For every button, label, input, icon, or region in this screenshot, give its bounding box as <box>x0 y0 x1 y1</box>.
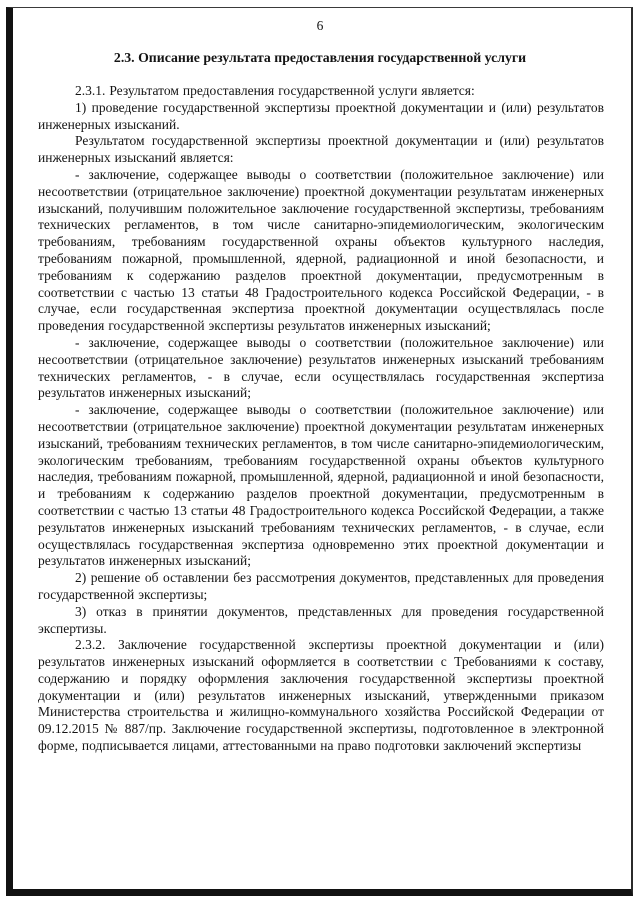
page-number: 6 <box>316 18 324 33</box>
paragraph-item-2: 2) решение об оставлении без рассмотрения документов, представленных для проведения государственной экспертизы; <box>38 570 604 602</box>
paragraph-expertise-result-intro: Результатом государственной экспертизы проектной документации и (или) результатов инженерных изысканий является: <box>38 133 604 166</box>
paragraph-item-1: 1) проведение государственной экспертизы проектной документации и (или) результатов инженерных изысканий. <box>38 99 604 132</box>
paragraph-conclusion-combined: - заключение, содержащее выводы о соответствии (положительное заключение) или несоответствии (отрицательное заключение) проектной документации результатам инженерных изысканий, требованиям технических регламентов, в том числе санитарно-эпидемиологическим, экологическим требованиям, требованиям государственной охраны объектов культурного наследия, требованиям пожарной, промышленной, ядерной, радиационной и иной безопасности, и требованиям к содержанию разделов проектной документации, предусмотренным в соответствии с частью 13 статьи 48 Градостроительного кодекса Российской Федерации, а также результатов инженерных изысканий требованиям технических регламентов, - в случае, если осуществлялась государственная экспертиза одновременно этих проектной документации и результатов инженерных изысканий; <box>38 402 604 569</box>
paragraph-conclusion-docs: - заключение, содержащее выводы о соответствии (положительное заключение) или несоответствии (отрицательное заключение) проектной документации результатам инженерных изысканий, получившим положительное заключение государственной экспертизы, требованиям технических регламентов, в том числе санитарно-эпидемиологическим, экологическим требованиям, требованиям государственной охраны объектов культурного наследия, требованиям пожарной, промышленной, ядерной, радиационной и иной безопасности, и требованиям к содержанию разделов проектной документации, предусмотренным в соответствии с частью 13 статьи 48 Градостроительного кодекса Российской Федерации, - в случае, если государственная экспертиза проектной документации осуществлялась после проведения государственной экспертизы результатов инженерных изысканий; <box>38 166 604 334</box>
paragraph-2-3-2: 2.3.2. Заключение государственной экспертизы проектной документации и (или) результатов инженерных изысканий оформляется в соответствии с Требованиями к составу, содержанию и порядку оформления заключения государственной экспертизы проектной документации и (или) результатов инженерных изысканий, утвержденными приказом Министерства строительства и жилищно-коммунального хозяйства Российской Федерации от 09.12.2015 № 887/пр. Заключение государственной экспертизы, подготовленное в электронной форме, подписывается лицами, аттестованными на право подготовки заключений экспертизы <box>38 637 604 754</box>
paragraph-item-3: 3) отказ в принятии документов, представленных для проведения государственной экспертизы. <box>38 603 604 636</box>
paragraph-conclusion-surveys: - заключение, содержащее выводы о соответствии (положительное заключение) или несоответствии (отрицательное заключение) результатов инженерных изысканий требованиям технических регламентов, - в случае, если осуществлялась государственная экспертиза результатов инженерных изысканий; <box>38 334 604 401</box>
document-body <box>38 83 604 755</box>
paragraph-result-intro: 2.3.1. Результатом предоставления государственной услуги является: <box>75 83 475 98</box>
section-heading: 2.3. Описание результата предоставления государственной услуги <box>113 50 527 65</box>
